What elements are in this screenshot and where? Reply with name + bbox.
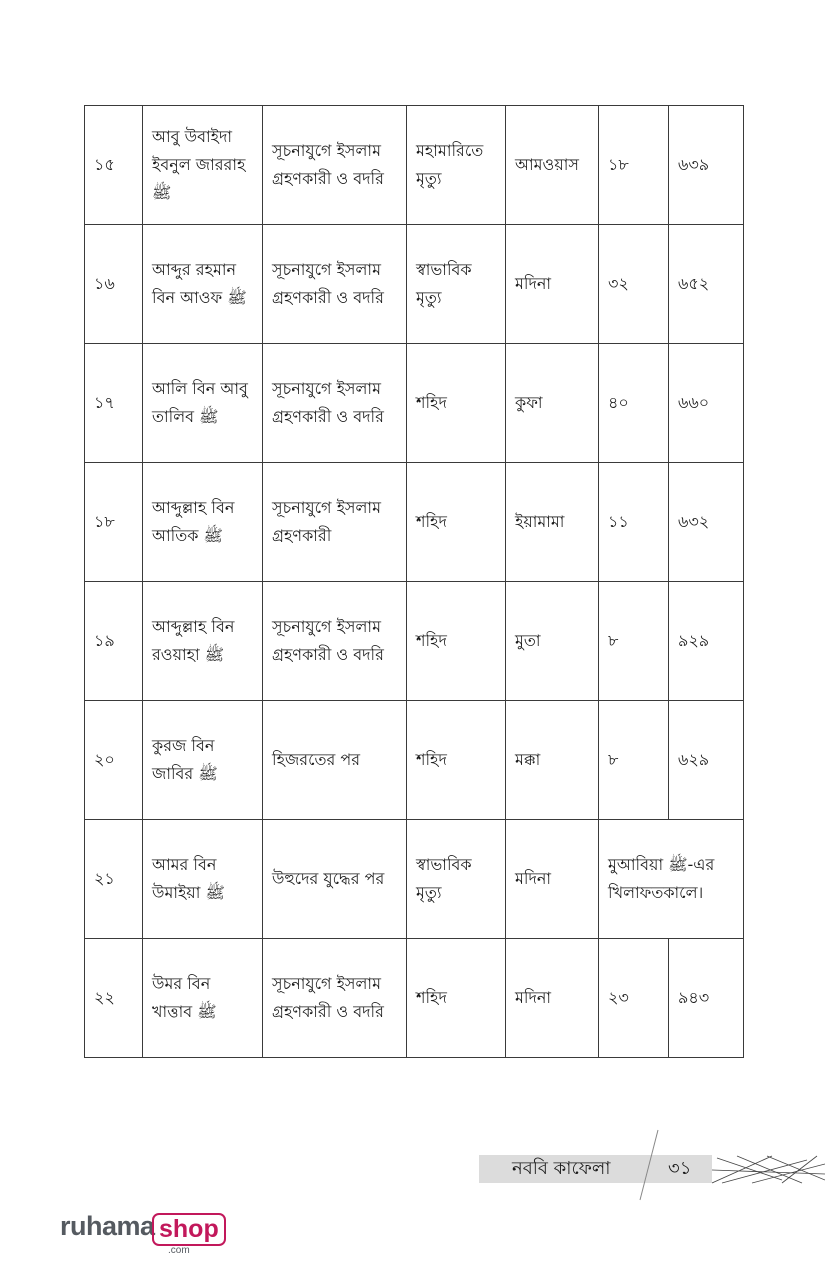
name-cell: আমর বিন উমাইয়া ﷺ [143,820,263,939]
year-cell: ৬২৯ [669,701,744,820]
decorative-lines-icon [712,1150,825,1188]
logo-text-left: ruhama [60,1211,155,1241]
year-cell: ৯২৯ [669,582,744,701]
age-cell: ১৮ [599,106,669,225]
page-number: ৩১ [668,1158,692,1179]
place-cell: মদিনা [506,225,599,344]
name-cell: আব্দুল্লাহ বিন আতিক ﷺ [143,463,263,582]
table-row [85,344,744,463]
name-cell: আলি বিন আবু তালিব ﷺ [143,344,263,463]
death-cell: মহামারিতে মৃত্যু [407,106,506,225]
death-cell: শহিদ [407,939,506,1058]
age-cell: ৮ [599,701,669,820]
name-cell: আব্দুর রহমান বিন আওফ ﷺ [143,225,263,344]
age-cell: ৩২ [599,225,669,344]
companions-table [84,105,744,1058]
table-row [85,582,744,701]
serial-cell: ২১ [85,820,143,939]
table-row [85,106,744,225]
place-cell: কুফা [506,344,599,463]
table-row [85,939,744,1058]
serial-cell: ২২ [85,939,143,1058]
age-cell: ৪০ [599,344,669,463]
category-cell: হিজরতের পর [263,701,407,820]
age-cell: ৮ [599,582,669,701]
logo-text-right: shop [159,1215,219,1243]
death-cell: শহিদ [407,344,506,463]
death-cell: স্বাভাবিক মৃত্যু [407,225,506,344]
merged-note-cell: মুআবিয়া ﷺ-এর খিলাফতকালে। [599,820,744,939]
year-cell: ৯৪৩ [669,939,744,1058]
category-cell: সূচনাযুগে ইসলাম গ্রহণকারী [263,463,407,582]
table-row [85,701,744,820]
age-cell: ২৩ [599,939,669,1058]
book-title: নববি কাফেলা [512,1158,611,1179]
death-cell: শহিদ [407,582,506,701]
age-cell: ১১ [599,463,669,582]
serial-cell: ১৬ [85,225,143,344]
serial-cell: ১৯ [85,582,143,701]
category-cell: সূচনাযুগে ইসলাম গ্রহণকারী ও বদরি [263,582,407,701]
name-cell: আব্দুল্লাহ বিন রওয়াহা ﷺ [143,582,263,701]
logo-domain: .com [168,1245,190,1256]
brand-logo [60,1211,230,1259]
table-row [85,463,744,582]
name-cell: কুরজ বিন জাবির ﷺ [143,701,263,820]
year-cell: ৬৬০ [669,344,744,463]
serial-cell: ২০ [85,701,143,820]
place-cell: মক্কা [506,701,599,820]
name-cell: উমর বিন খাত্তাব ﷺ [143,939,263,1058]
place-cell: আমওয়াস [506,106,599,225]
category-cell: সূচনাযুগে ইসলাম গ্রহণকারী ও বদরি [263,225,407,344]
place-cell: মুতা [506,582,599,701]
footer-divider [630,1128,660,1203]
place-cell: মদিনা [506,820,599,939]
serial-cell: ১৫ [85,106,143,225]
serial-cell: ১৮ [85,463,143,582]
category-cell: উহুদের যুদ্ধের পর [263,820,407,939]
year-cell: ৬৫২ [669,225,744,344]
year-cell: ৬৩২ [669,463,744,582]
death-cell: শহিদ [407,701,506,820]
death-cell: শহিদ [407,463,506,582]
serial-cell: ১৭ [85,344,143,463]
name-cell: আবু উবাইদা ইবনুল জাররাহ ﷺ [143,106,263,225]
table-row [85,225,744,344]
place-cell: মদিনা [506,939,599,1058]
table-row [85,820,744,939]
category-cell: সূচনাযুগে ইসলাম গ্রহণকারী ও বদরি [263,939,407,1058]
category-cell: সূচনাযুগে ইসলাম গ্রহণকারী ও বদরি [263,344,407,463]
place-cell: ইয়ামামা [506,463,599,582]
logo-box [152,1213,226,1246]
death-cell: স্বাভাবিক মৃত্যু [407,820,506,939]
category-cell: সূচনাযুগে ইসলাম গ্রহণকারী ও বদরি [263,106,407,225]
year-cell: ৬৩৯ [669,106,744,225]
